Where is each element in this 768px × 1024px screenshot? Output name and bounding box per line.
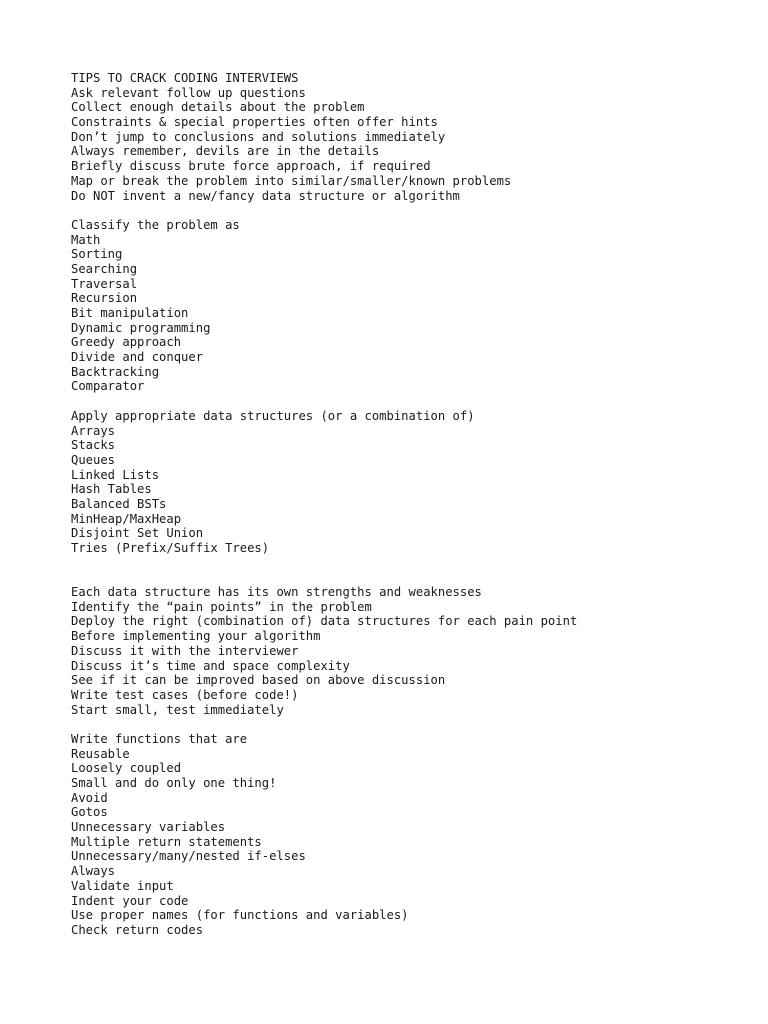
text-line: Balanced BSTs <box>71 496 167 511</box>
text-line: Math <box>71 232 101 247</box>
text-line: Briefly discuss brute force approach, if required <box>71 159 431 174</box>
text-line: Traversal <box>71 276 138 291</box>
text-line: Stacks <box>71 438 116 453</box>
text-line: Always remember, devils are in the details <box>71 144 380 159</box>
text-line: Identify the “pain points” in the problem <box>71 599 372 614</box>
text-line: Searching <box>71 261 138 276</box>
document-title: TIPS TO CRACK CODING INTERVIEWS <box>71 71 299 85</box>
blank-line <box>71 203 751 218</box>
text-line: Hash Tables <box>71 482 152 497</box>
blank-line <box>71 717 751 732</box>
text-line: Check return codes <box>71 922 204 937</box>
text-line: Avoid <box>71 790 108 805</box>
section-data-structures <box>71 409 751 556</box>
text-line: Indent your code <box>71 893 189 908</box>
text-line: Disjoint Set Union <box>71 526 204 541</box>
text-line: Comparator <box>71 379 145 394</box>
text-line: Gotos <box>71 805 108 820</box>
text-line: Loosely coupled <box>71 761 182 776</box>
text-line: Use proper names (for functions and variables) <box>71 908 409 923</box>
text-line: Start small, test immediately <box>71 702 284 717</box>
text-line: Recursion <box>71 291 138 306</box>
blank-line <box>71 394 751 409</box>
text-line: Reusable <box>71 746 130 761</box>
text-line: Before implementing your algorithm <box>71 629 321 644</box>
section-write-functions <box>71 732 751 938</box>
text-line: Do NOT invent a new/fancy data structure or algorithm <box>71 188 460 203</box>
text-line: Bit manipulation <box>71 306 189 320</box>
text-line: Always <box>71 864 116 879</box>
text-line: Unnecessary/many/nested if-elses <box>71 849 306 864</box>
section-interview-tips <box>71 86 751 204</box>
text-line: Collect enough details about the problem <box>71 100 365 115</box>
text-line: Queues <box>71 452 116 467</box>
text-line: Unnecessary variables <box>71 820 226 835</box>
text-line: Write functions that are <box>71 731 248 746</box>
text-line: Arrays <box>71 423 116 438</box>
text-line: Write test cases (before code!) <box>71 687 299 702</box>
text-line: Ask relevant follow up questions <box>71 85 306 100</box>
text-line: Discuss it with the interviewer <box>71 643 299 658</box>
text-line: Apply appropriate data structures (or a combination of) <box>71 408 475 423</box>
text-line: Small and do only one thing! <box>71 776 277 791</box>
document-page <box>71 71 751 938</box>
text-line: See if it can be improved based on above discussion <box>71 673 446 688</box>
text-line: Discuss it’s time and space complexity <box>71 658 350 673</box>
text-line: Divide and conquer <box>71 350 204 365</box>
text-line: Don’t jump to conclusions and solutions immediately <box>71 129 446 144</box>
text-line: Linked Lists <box>71 467 160 482</box>
section-classify-problem <box>71 218 751 394</box>
text-line: Dynamic programming <box>71 320 211 335</box>
text-line: Multiple return statements <box>71 834 262 849</box>
text-line: Map or break the problem into similar/smaller/known problems <box>71 173 512 188</box>
section-strengths-weaknesses <box>71 585 751 717</box>
text-line: Tries (Prefix/Suffix Trees) <box>71 541 270 555</box>
text-line: Each data structure has its own strengths and weaknesses <box>71 585 482 600</box>
text-line: MinHeap/MaxHeap <box>71 511 182 526</box>
text-line: Classify the problem as <box>71 217 240 232</box>
text-line: Constraints & special properties often offer hints <box>71 115 438 130</box>
text-line: Deploy the right (combination of) data structures for each pain point <box>71 614 578 629</box>
text-line: Backtracking <box>71 364 160 379</box>
blank-line <box>71 556 751 585</box>
text-line: Validate input <box>71 878 174 893</box>
text-line: Greedy approach <box>71 335 182 350</box>
text-line: Sorting <box>71 247 123 262</box>
